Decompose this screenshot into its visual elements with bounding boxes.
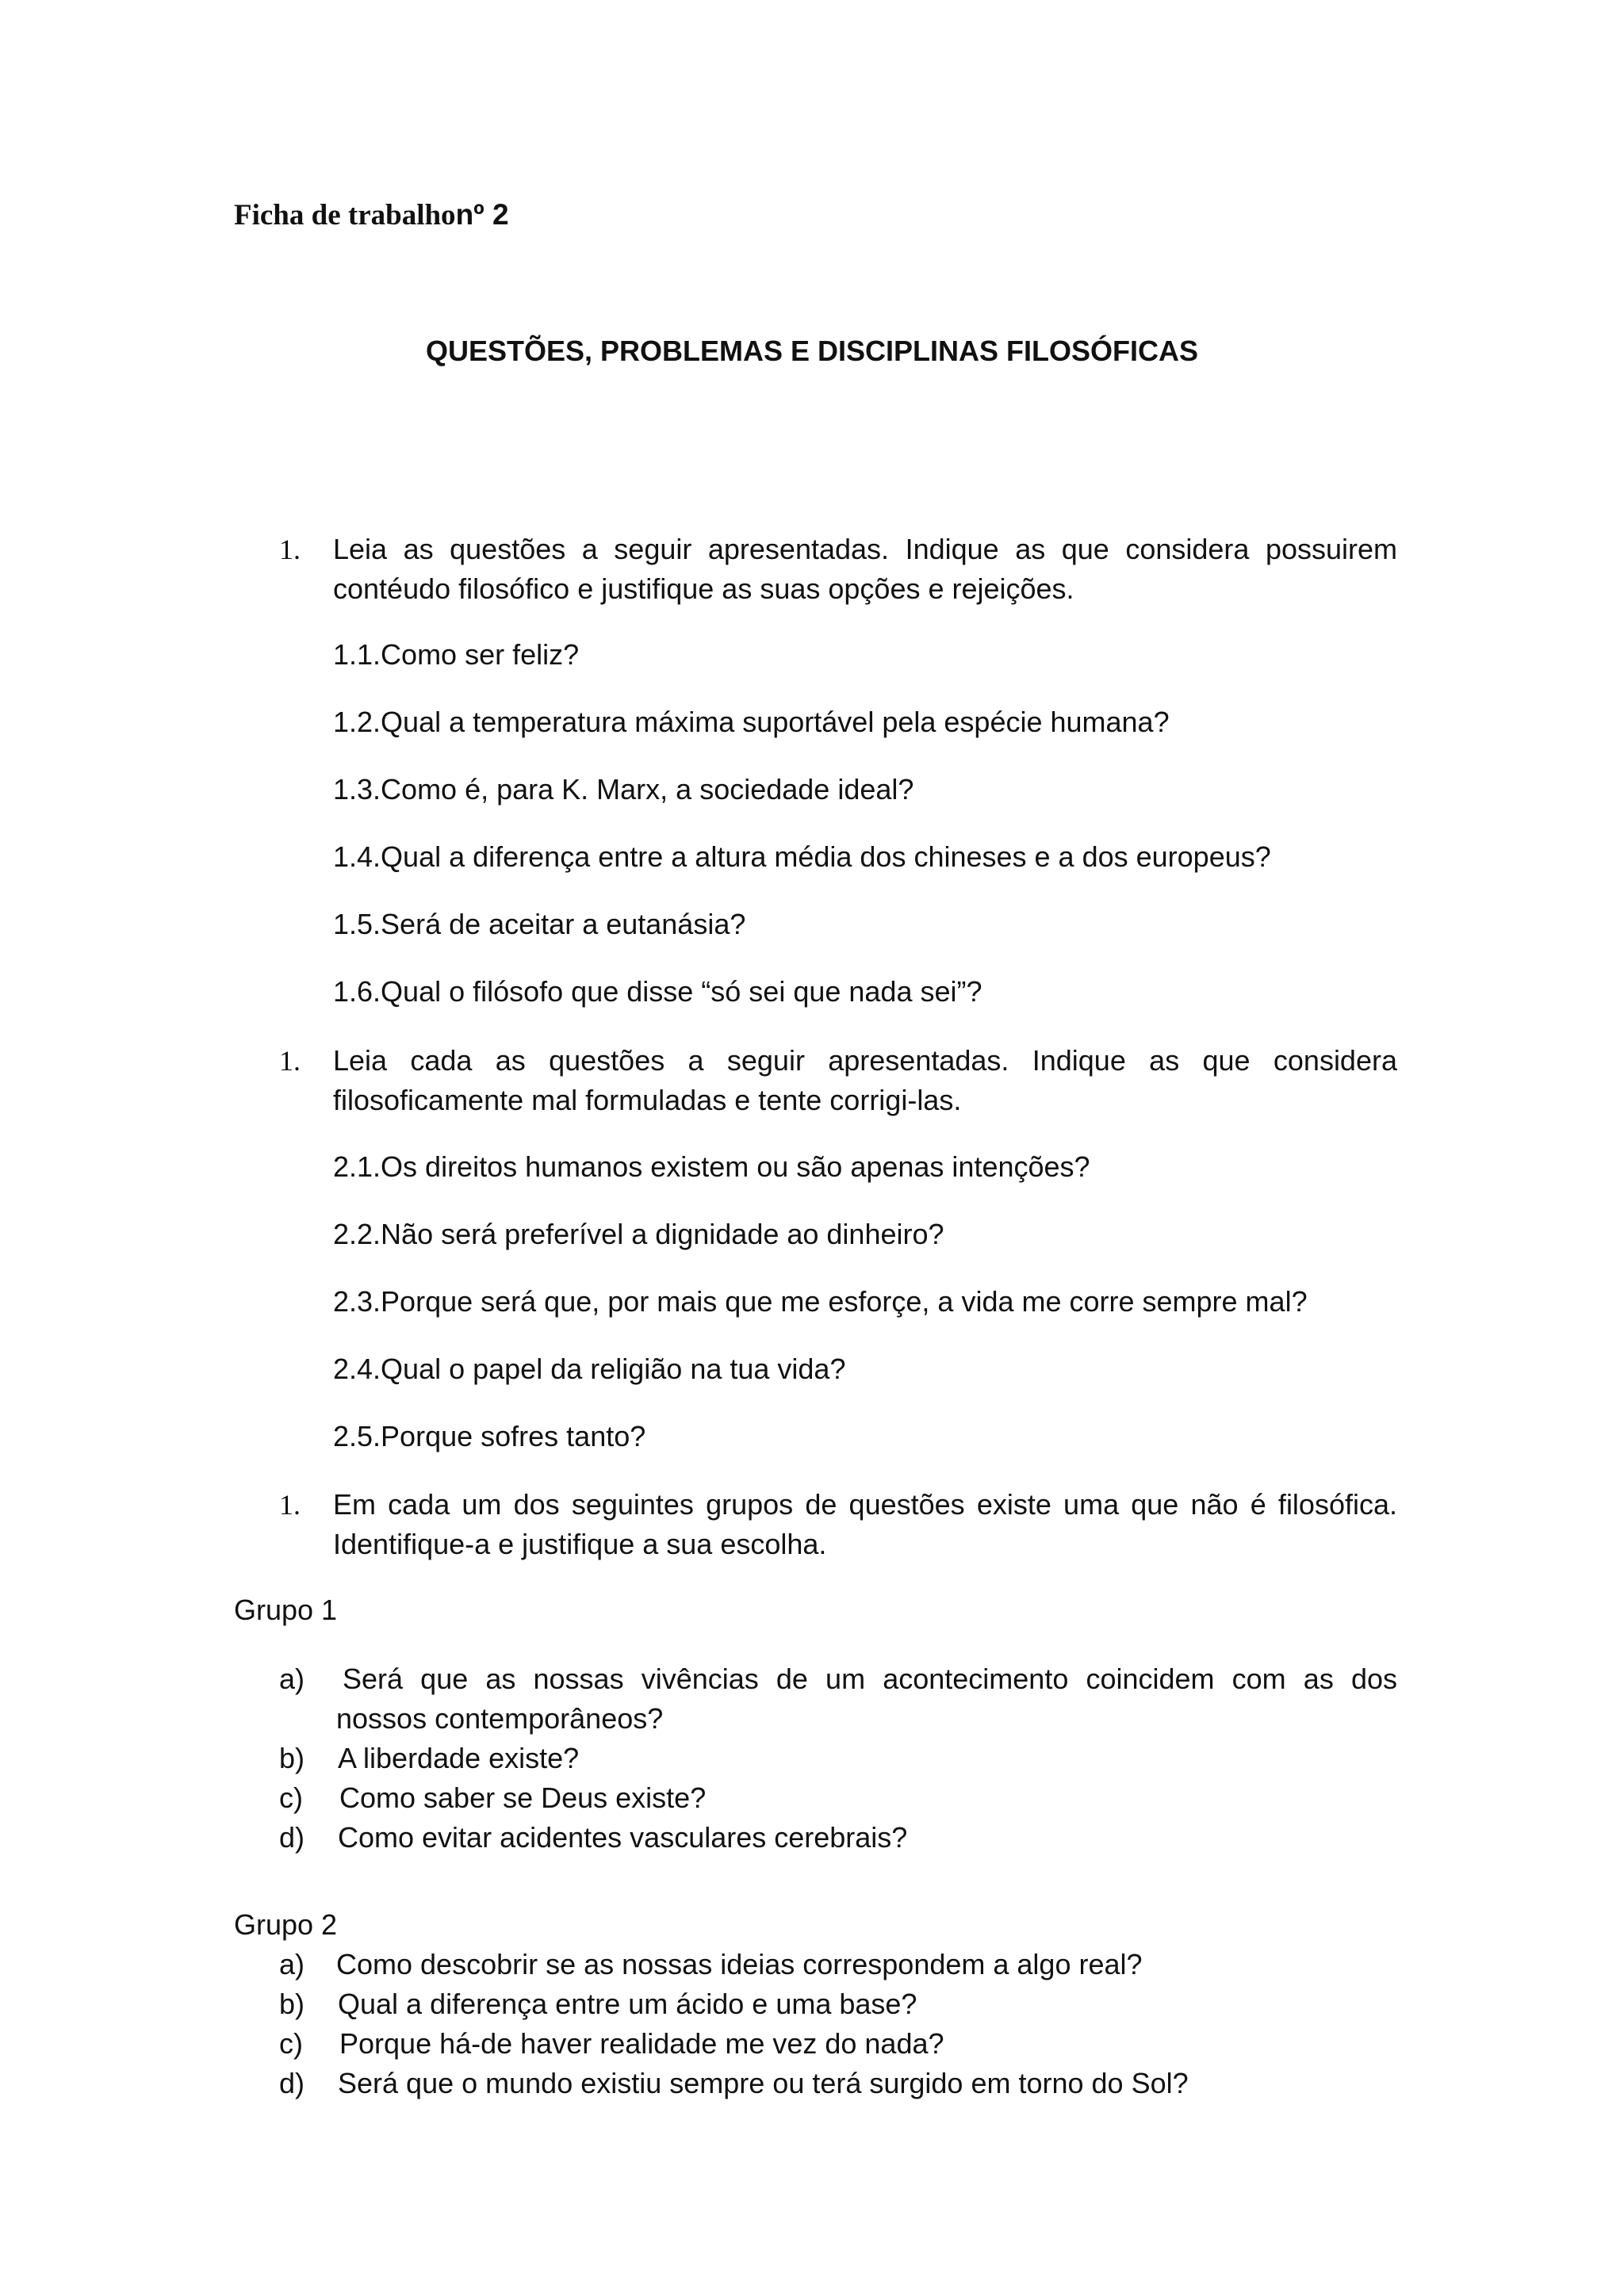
question-item-2-1: 2.1.Os direitos humanos existem ou são apenas intenções?: [333, 1150, 1090, 1183]
option-text: Qual a diferença entre um ácido e uma base?: [338, 1988, 917, 2020]
question-item-2-4: 2.4.Qual o papel da religião na tua vida?: [333, 1353, 846, 1385]
option-text: Será que o mundo existiu sempre ou terá surgido em torno do Sol?: [338, 2067, 1189, 2099]
option-letter: a): [279, 1663, 305, 1695]
page-title: QUESTÕES, PROBLEMAS E DISCIPLINAS FILOSÓFICAS: [425, 335, 1199, 367]
question-2-text-line1: Leia cada as questões a seguir apresentadas. Indique as que considera: [333, 1044, 1397, 1077]
question-item-1-5: 1.5.Será de aceitar a eutanásia?: [333, 908, 746, 940]
question-3: [279, 1485, 1397, 1564]
option-letter: b): [279, 1742, 305, 1774]
option-text: Como descobrir se as nossas ideias correspondem a algo real?: [336, 1948, 1143, 1980]
group-1-option-a: [279, 1659, 1397, 1739]
question-item-2-2: 2.2.Não será preferível a dignidade ao dinheiro?: [333, 1218, 944, 1250]
question-1-text-line2: contéudo filosófico e justifique as suas opções e rejeições.: [333, 572, 1074, 605]
option-text: Como evitar acidentes vasculares cerebrais?: [338, 1821, 908, 1854]
question-item-2-5: 2.5.Porque sofres tanto?: [333, 1420, 646, 1452]
worksheet-number: nº 2: [455, 198, 509, 231]
question-3-number: 1.: [279, 1489, 301, 1521]
question-item-2-3: 2.3.Porque será que, por mais que me esforçe, a vida me corre sempre mal?: [333, 1285, 1308, 1318]
option-letter: a): [279, 1948, 305, 1980]
option-text: A liberdade existe?: [338, 1742, 580, 1774]
option-text-line1: Será que as nossas vivências de um acontecimento coincidem com as dos: [343, 1663, 1397, 1695]
worksheet-header-label: Ficha de trabalho: [234, 199, 456, 232]
question-item-1-4: 1.4.Qual a diferença entre a altura média dos chineses e a dos europeus?: [333, 840, 1271, 873]
option-letter: c): [279, 1781, 303, 1814]
question-2-number: 1.: [279, 1045, 301, 1077]
question-item-1-1: 1.1.Como ser feliz?: [333, 638, 580, 671]
question-3-text-line1: Em cada um dos seguintes grupos de questões existe uma que não é filosófica.: [333, 1488, 1397, 1521]
question-2: [279, 1041, 1397, 1120]
group-1-label: Grupo 1: [234, 1594, 338, 1626]
question-1: [279, 530, 1397, 609]
question-item-1-3: 1.3.Como é, para K. Marx, a sociedade ideal?: [333, 773, 914, 806]
question-item-1-2: 1.2.Qual a temperatura máxima suportável pela espécie humana?: [333, 706, 1170, 738]
option-letter: d): [279, 2067, 305, 2099]
option-letter: c): [279, 2027, 303, 2060]
question-2-text-line2: filosoficamente mal formuladas e tente corrigi-las.: [333, 1084, 962, 1116]
question-1-number: 1.: [279, 534, 301, 565]
question-1-text-line1: Leia as questões a seguir apresentadas. Indique as que considera possuirem: [333, 533, 1397, 565]
option-text: Porque há-de haver realidade me vez do nada?: [339, 2027, 944, 2060]
worksheet-header: [234, 198, 509, 232]
question-3-text-line2: Identifique-a e justifique a sua escolha.: [333, 1528, 827, 1560]
option-letter: b): [279, 1988, 305, 2020]
question-item-1-6: 1.6.Qual o filósofo que disse “só sei que nada sei”?: [333, 975, 982, 1008]
option-letter: d): [279, 1821, 305, 1854]
option-text-line2: nossos contemporâneos?: [336, 1702, 664, 1735]
group-2-label: Grupo 2: [234, 1908, 338, 1941]
option-text: Como saber se Deus existe?: [339, 1781, 707, 1814]
